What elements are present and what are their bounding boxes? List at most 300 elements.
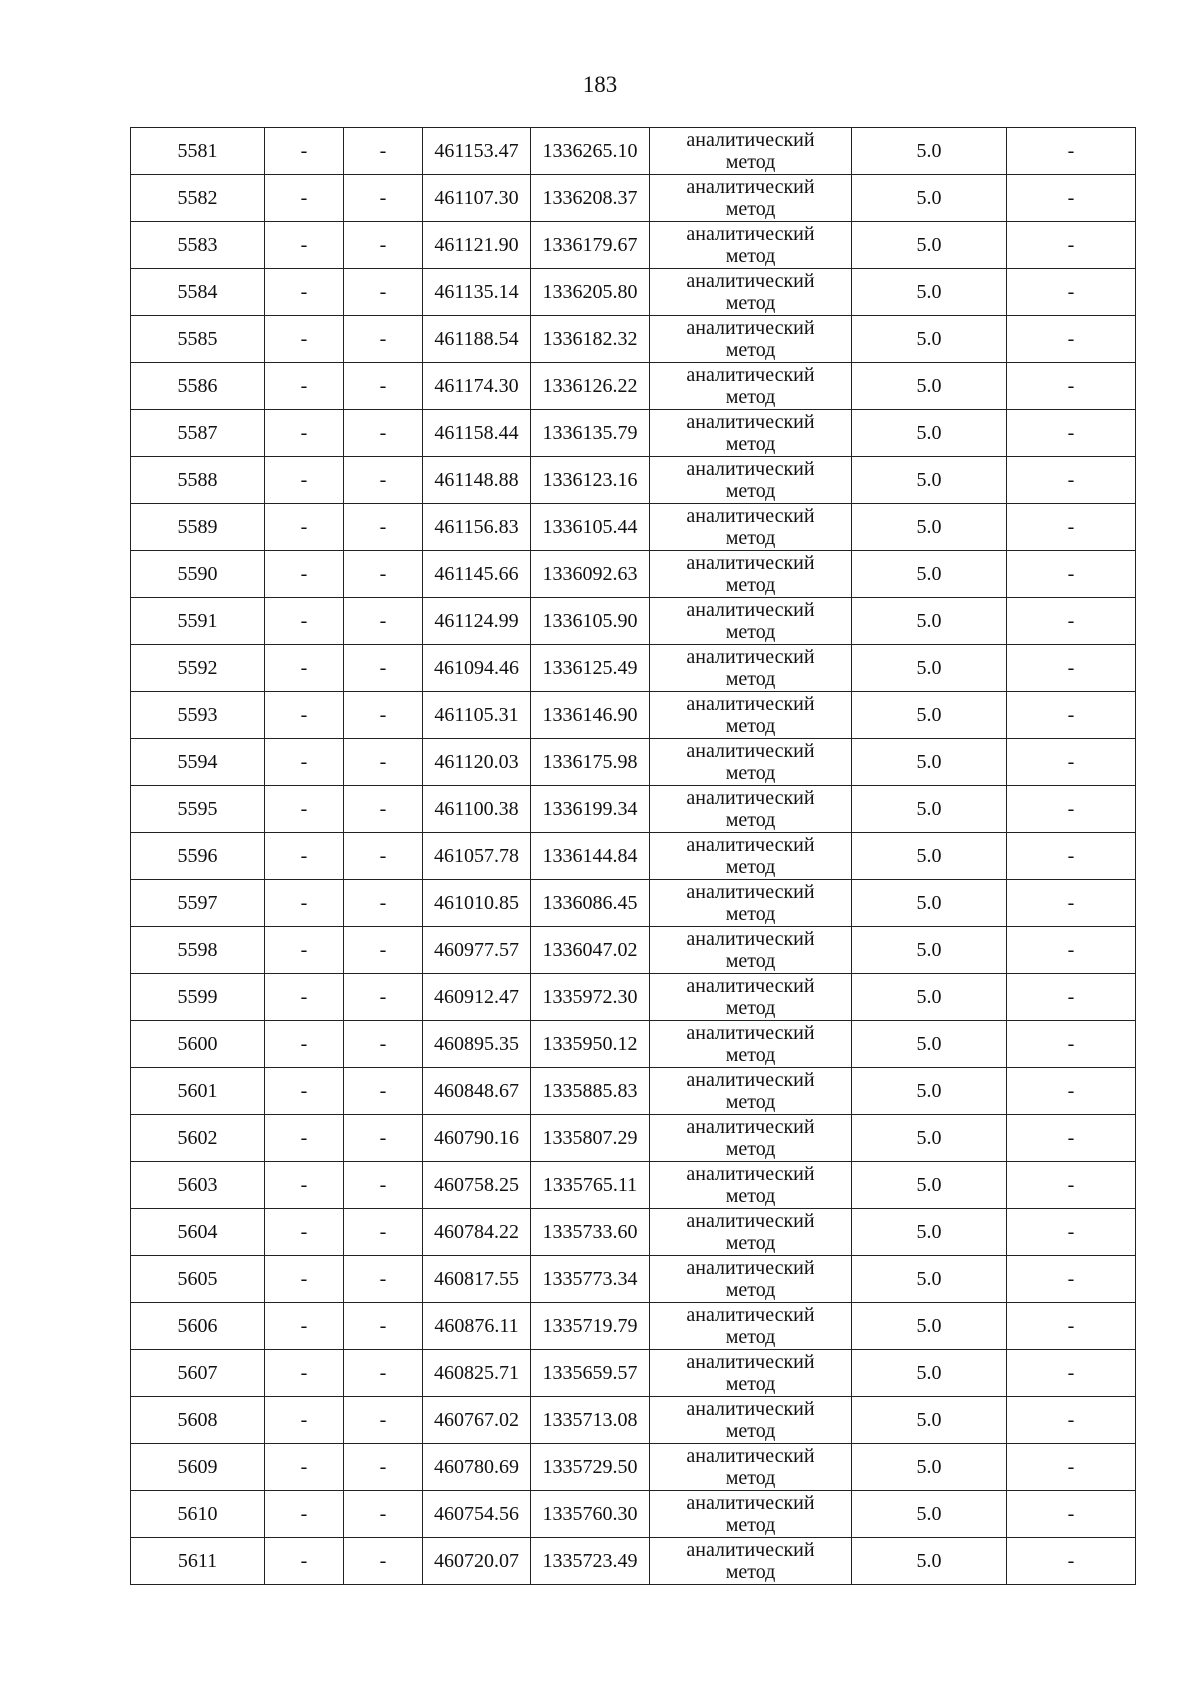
empty-value-cell: - xyxy=(265,1397,344,1444)
method-cell xyxy=(650,1256,852,1303)
method-cell xyxy=(650,1350,852,1397)
empty-value-cell: - xyxy=(1007,739,1136,786)
method-line-2: метод xyxy=(725,715,776,737)
accuracy-cell: 5.0 xyxy=(852,1491,1007,1538)
empty-value-cell: - xyxy=(344,1350,423,1397)
accuracy-cell: 5.0 xyxy=(852,927,1007,974)
y-coordinate-cell: 1335972.30 xyxy=(531,974,650,1021)
empty-value-cell: - xyxy=(265,1068,344,1115)
empty-value-cell: - xyxy=(1007,269,1136,316)
table-row xyxy=(131,598,1136,645)
empty-value-cell: - xyxy=(265,786,344,833)
table-row xyxy=(131,410,1136,457)
accuracy-cell: 5.0 xyxy=(852,786,1007,833)
point-number-cell: 5587 xyxy=(131,410,265,457)
y-coordinate-cell: 1336146.90 xyxy=(531,692,650,739)
table-body xyxy=(131,128,1136,1585)
x-coordinate-cell: 460754.56 xyxy=(423,1491,531,1538)
point-number-cell: 5598 xyxy=(131,927,265,974)
accuracy-cell: 5.0 xyxy=(852,1162,1007,1209)
method-line-1: аналитический xyxy=(686,1539,815,1561)
table-row xyxy=(131,1115,1136,1162)
point-number-cell: 5581 xyxy=(131,128,265,175)
point-number-cell: 5599 xyxy=(131,974,265,1021)
empty-value-cell: - xyxy=(265,1162,344,1209)
table-row xyxy=(131,1538,1136,1585)
accuracy-cell: 5.0 xyxy=(852,222,1007,269)
accuracy-cell: 5.0 xyxy=(852,504,1007,551)
empty-value-cell: - xyxy=(1007,457,1136,504)
table-row xyxy=(131,927,1136,974)
method-line-2: метод xyxy=(725,1561,776,1583)
table-row xyxy=(131,551,1136,598)
method-cell xyxy=(650,974,852,1021)
table-row xyxy=(131,222,1136,269)
method-line-2: метод xyxy=(725,433,776,455)
empty-value-cell: - xyxy=(1007,598,1136,645)
method-line-1: аналитический xyxy=(686,1351,815,1373)
empty-value-cell: - xyxy=(265,222,344,269)
table-row xyxy=(131,1397,1136,1444)
empty-value-cell: - xyxy=(344,1303,423,1350)
method-cell xyxy=(650,692,852,739)
y-coordinate-cell: 1336086.45 xyxy=(531,880,650,927)
point-number-cell: 5606 xyxy=(131,1303,265,1350)
accuracy-cell: 5.0 xyxy=(852,363,1007,410)
empty-value-cell: - xyxy=(344,692,423,739)
table-row xyxy=(131,1021,1136,1068)
table-row xyxy=(131,363,1136,410)
point-number-cell: 5593 xyxy=(131,692,265,739)
empty-value-cell: - xyxy=(265,739,344,786)
x-coordinate-cell: 461105.31 xyxy=(423,692,531,739)
table-row xyxy=(131,457,1136,504)
y-coordinate-cell: 1336105.44 xyxy=(531,504,650,551)
empty-value-cell: - xyxy=(344,1491,423,1538)
accuracy-cell: 5.0 xyxy=(852,1444,1007,1491)
table-row xyxy=(131,504,1136,551)
method-cell xyxy=(650,598,852,645)
method-line-1: аналитический xyxy=(686,1163,815,1185)
table-row xyxy=(131,1350,1136,1397)
method-line-2: метод xyxy=(725,245,776,267)
table-row xyxy=(131,739,1136,786)
method-cell xyxy=(650,1444,852,1491)
point-number-cell: 5605 xyxy=(131,1256,265,1303)
method-line-2: метод xyxy=(725,1044,776,1066)
empty-value-cell: - xyxy=(344,1397,423,1444)
method-line-2: метод xyxy=(725,762,776,784)
y-coordinate-cell: 1335760.30 xyxy=(531,1491,650,1538)
empty-value-cell: - xyxy=(344,1209,423,1256)
method-cell xyxy=(650,363,852,410)
accuracy-cell: 5.0 xyxy=(852,1021,1007,1068)
accuracy-cell: 5.0 xyxy=(852,974,1007,1021)
method-line-2: метод xyxy=(725,950,776,972)
accuracy-cell: 5.0 xyxy=(852,128,1007,175)
empty-value-cell: - xyxy=(265,410,344,457)
y-coordinate-cell: 1335719.79 xyxy=(531,1303,650,1350)
empty-value-cell: - xyxy=(1007,1350,1136,1397)
y-coordinate-cell: 1335723.49 xyxy=(531,1538,650,1585)
empty-value-cell: - xyxy=(344,645,423,692)
method-line-2: метод xyxy=(725,1091,776,1113)
empty-value-cell: - xyxy=(1007,833,1136,880)
table-row xyxy=(131,175,1136,222)
empty-value-cell: - xyxy=(1007,1209,1136,1256)
x-coordinate-cell: 461121.90 xyxy=(423,222,531,269)
y-coordinate-cell: 1335659.57 xyxy=(531,1350,650,1397)
method-cell xyxy=(650,128,852,175)
method-cell xyxy=(650,833,852,880)
point-number-cell: 5590 xyxy=(131,551,265,598)
y-coordinate-cell: 1335950.12 xyxy=(531,1021,650,1068)
method-line-1: аналитический xyxy=(686,1445,815,1467)
empty-value-cell: - xyxy=(344,222,423,269)
empty-value-cell: - xyxy=(344,1444,423,1491)
x-coordinate-cell: 460790.16 xyxy=(423,1115,531,1162)
method-line-2: метод xyxy=(725,480,776,502)
accuracy-cell: 5.0 xyxy=(852,1397,1007,1444)
empty-value-cell: - xyxy=(344,175,423,222)
empty-value-cell: - xyxy=(1007,1162,1136,1209)
x-coordinate-cell: 460848.67 xyxy=(423,1068,531,1115)
x-coordinate-cell: 460912.47 xyxy=(423,974,531,1021)
point-number-cell: 5591 xyxy=(131,598,265,645)
point-number-cell: 5604 xyxy=(131,1209,265,1256)
x-coordinate-cell: 461153.47 xyxy=(423,128,531,175)
method-line-2: метод xyxy=(725,1514,776,1536)
method-line-1: аналитический xyxy=(686,1492,815,1514)
method-line-2: метод xyxy=(725,668,776,690)
accuracy-cell: 5.0 xyxy=(852,551,1007,598)
method-cell xyxy=(650,222,852,269)
x-coordinate-cell: 460817.55 xyxy=(423,1256,531,1303)
method-line-2: метод xyxy=(725,574,776,596)
method-cell xyxy=(650,880,852,927)
method-line-2: метод xyxy=(725,621,776,643)
method-line-1: аналитический xyxy=(686,411,815,433)
method-line-2: метод xyxy=(725,527,776,549)
method-line-1: аналитический xyxy=(686,599,815,621)
method-line-2: метод xyxy=(725,856,776,878)
point-number-cell: 5603 xyxy=(131,1162,265,1209)
point-number-cell: 5588 xyxy=(131,457,265,504)
point-number-cell: 5607 xyxy=(131,1350,265,1397)
y-coordinate-cell: 1336125.49 xyxy=(531,645,650,692)
empty-value-cell: - xyxy=(344,504,423,551)
empty-value-cell: - xyxy=(265,1350,344,1397)
empty-value-cell: - xyxy=(344,1538,423,1585)
empty-value-cell: - xyxy=(344,316,423,363)
table-row xyxy=(131,1491,1136,1538)
empty-value-cell: - xyxy=(265,1209,344,1256)
empty-value-cell: - xyxy=(1007,692,1136,739)
method-cell xyxy=(650,1068,852,1115)
x-coordinate-cell: 461120.03 xyxy=(423,739,531,786)
point-number-cell: 5611 xyxy=(131,1538,265,1585)
x-coordinate-cell: 461145.66 xyxy=(423,551,531,598)
point-number-cell: 5600 xyxy=(131,1021,265,1068)
y-coordinate-cell: 1335713.08 xyxy=(531,1397,650,1444)
accuracy-cell: 5.0 xyxy=(852,880,1007,927)
x-coordinate-cell: 461100.38 xyxy=(423,786,531,833)
accuracy-cell: 5.0 xyxy=(852,457,1007,504)
point-number-cell: 5582 xyxy=(131,175,265,222)
method-line-2: метод xyxy=(725,1185,776,1207)
point-number-cell: 5585 xyxy=(131,316,265,363)
point-number-cell: 5584 xyxy=(131,269,265,316)
empty-value-cell: - xyxy=(265,1303,344,1350)
method-line-2: метод xyxy=(725,1420,776,1442)
empty-value-cell: - xyxy=(1007,504,1136,551)
empty-value-cell: - xyxy=(1007,1444,1136,1491)
method-cell xyxy=(650,1021,852,1068)
accuracy-cell: 5.0 xyxy=(852,1350,1007,1397)
method-cell xyxy=(650,1397,852,1444)
point-number-cell: 5594 xyxy=(131,739,265,786)
y-coordinate-cell: 1336123.16 xyxy=(531,457,650,504)
method-line-2: метод xyxy=(725,339,776,361)
empty-value-cell: - xyxy=(344,739,423,786)
method-line-2: метод xyxy=(725,903,776,925)
method-line-2: метод xyxy=(725,1138,776,1160)
point-number-cell: 5610 xyxy=(131,1491,265,1538)
empty-value-cell: - xyxy=(1007,316,1136,363)
empty-value-cell: - xyxy=(265,1115,344,1162)
empty-value-cell: - xyxy=(1007,1491,1136,1538)
method-line-2: метод xyxy=(725,198,776,220)
method-line-1: аналитический xyxy=(686,552,815,574)
empty-value-cell: - xyxy=(265,269,344,316)
method-line-1: аналитический xyxy=(686,1210,815,1232)
empty-value-cell: - xyxy=(1007,880,1136,927)
page-number: 183 xyxy=(582,72,618,97)
empty-value-cell: - xyxy=(265,927,344,974)
empty-value-cell: - xyxy=(344,1115,423,1162)
empty-value-cell: - xyxy=(344,1162,423,1209)
method-line-1: аналитический xyxy=(686,176,815,198)
table-row xyxy=(131,1444,1136,1491)
y-coordinate-cell: 1336135.79 xyxy=(531,410,650,457)
empty-value-cell: - xyxy=(1007,1115,1136,1162)
empty-value-cell: - xyxy=(265,598,344,645)
empty-value-cell: - xyxy=(265,1538,344,1585)
point-number-cell: 5586 xyxy=(131,363,265,410)
x-coordinate-cell: 460784.22 xyxy=(423,1209,531,1256)
method-line-2: метод xyxy=(725,1279,776,1301)
table-row xyxy=(131,786,1136,833)
x-coordinate-cell: 461135.14 xyxy=(423,269,531,316)
method-cell xyxy=(650,410,852,457)
x-coordinate-cell: 460876.11 xyxy=(423,1303,531,1350)
empty-value-cell: - xyxy=(265,363,344,410)
empty-value-cell: - xyxy=(1007,128,1136,175)
x-coordinate-cell: 460720.07 xyxy=(423,1538,531,1585)
method-cell xyxy=(650,504,852,551)
table-row xyxy=(131,1162,1136,1209)
x-coordinate-cell: 461107.30 xyxy=(423,175,531,222)
y-coordinate-cell: 1336105.90 xyxy=(531,598,650,645)
accuracy-cell: 5.0 xyxy=(852,1115,1007,1162)
empty-value-cell: - xyxy=(1007,1068,1136,1115)
method-cell xyxy=(650,269,852,316)
empty-value-cell: - xyxy=(265,833,344,880)
x-coordinate-cell: 460825.71 xyxy=(423,1350,531,1397)
y-coordinate-cell: 1336199.34 xyxy=(531,786,650,833)
empty-value-cell: - xyxy=(265,175,344,222)
point-number-cell: 5589 xyxy=(131,504,265,551)
empty-value-cell: - xyxy=(265,504,344,551)
empty-value-cell: - xyxy=(344,410,423,457)
empty-value-cell: - xyxy=(344,128,423,175)
empty-value-cell: - xyxy=(265,880,344,927)
empty-value-cell: - xyxy=(1007,1021,1136,1068)
y-coordinate-cell: 1336092.63 xyxy=(531,551,650,598)
x-coordinate-cell: 461158.44 xyxy=(423,410,531,457)
method-cell xyxy=(650,1162,852,1209)
accuracy-cell: 5.0 xyxy=(852,833,1007,880)
method-line-1: аналитический xyxy=(686,1022,815,1044)
method-line-1: аналитический xyxy=(686,975,815,997)
method-line-1: аналитический xyxy=(686,1304,815,1326)
table-row xyxy=(131,1209,1136,1256)
accuracy-cell: 5.0 xyxy=(852,175,1007,222)
empty-value-cell: - xyxy=(344,833,423,880)
y-coordinate-cell: 1335773.34 xyxy=(531,1256,650,1303)
point-number-cell: 5597 xyxy=(131,880,265,927)
empty-value-cell: - xyxy=(1007,551,1136,598)
table-row xyxy=(131,974,1136,1021)
method-line-2: метод xyxy=(725,809,776,831)
empty-value-cell: - xyxy=(344,457,423,504)
method-line-1: аналитический xyxy=(686,881,815,903)
empty-value-cell: - xyxy=(265,457,344,504)
x-coordinate-cell: 460895.35 xyxy=(423,1021,531,1068)
empty-value-cell: - xyxy=(344,1068,423,1115)
method-cell xyxy=(650,739,852,786)
x-coordinate-cell: 461094.46 xyxy=(423,645,531,692)
x-coordinate-cell: 461156.83 xyxy=(423,504,531,551)
y-coordinate-cell: 1336047.02 xyxy=(531,927,650,974)
method-cell xyxy=(650,175,852,222)
method-line-2: метод xyxy=(725,1232,776,1254)
accuracy-cell: 5.0 xyxy=(852,1256,1007,1303)
y-coordinate-cell: 1336126.22 xyxy=(531,363,650,410)
accuracy-cell: 5.0 xyxy=(852,739,1007,786)
x-coordinate-cell: 461148.88 xyxy=(423,457,531,504)
method-line-2: метод xyxy=(725,386,776,408)
method-line-1: аналитический xyxy=(686,1257,815,1279)
y-coordinate-cell: 1336175.98 xyxy=(531,739,650,786)
point-number-cell: 5583 xyxy=(131,222,265,269)
method-cell xyxy=(650,551,852,598)
empty-value-cell: - xyxy=(1007,410,1136,457)
method-line-1: аналитический xyxy=(686,787,815,809)
empty-value-cell: - xyxy=(265,692,344,739)
method-cell xyxy=(650,927,852,974)
empty-value-cell: - xyxy=(344,1021,423,1068)
method-line-2: метод xyxy=(725,1326,776,1348)
method-line-2: метод xyxy=(725,151,776,173)
table-row xyxy=(131,1068,1136,1115)
method-line-2: метод xyxy=(725,997,776,1019)
x-coordinate-cell: 460767.02 xyxy=(423,1397,531,1444)
method-cell xyxy=(650,457,852,504)
table-row xyxy=(131,316,1136,363)
table-row xyxy=(131,880,1136,927)
empty-value-cell: - xyxy=(265,551,344,598)
method-cell xyxy=(650,786,852,833)
y-coordinate-cell: 1336179.67 xyxy=(531,222,650,269)
method-line-1: аналитический xyxy=(686,693,815,715)
y-coordinate-cell: 1336205.80 xyxy=(531,269,650,316)
table-row xyxy=(131,128,1136,175)
empty-value-cell: - xyxy=(344,1256,423,1303)
table-row xyxy=(131,692,1136,739)
method-line-2: метод xyxy=(725,1467,776,1489)
point-number-cell: 5596 xyxy=(131,833,265,880)
method-line-1: аналитический xyxy=(686,129,815,151)
method-line-1: аналитический xyxy=(686,505,815,527)
empty-value-cell: - xyxy=(265,645,344,692)
method-cell xyxy=(650,1491,852,1538)
y-coordinate-cell: 1335729.50 xyxy=(531,1444,650,1491)
x-coordinate-cell: 460977.57 xyxy=(423,927,531,974)
point-number-cell: 5609 xyxy=(131,1444,265,1491)
empty-value-cell: - xyxy=(344,598,423,645)
method-line-1: аналитический xyxy=(686,364,815,386)
method-line-1: аналитический xyxy=(686,1398,815,1420)
y-coordinate-cell: 1335885.83 xyxy=(531,1068,650,1115)
empty-value-cell: - xyxy=(265,1021,344,1068)
empty-value-cell: - xyxy=(1007,927,1136,974)
empty-value-cell: - xyxy=(265,1444,344,1491)
point-number-cell: 5601 xyxy=(131,1068,265,1115)
y-coordinate-cell: 1335807.29 xyxy=(531,1115,650,1162)
accuracy-cell: 5.0 xyxy=(852,1538,1007,1585)
method-line-1: аналитический xyxy=(686,834,815,856)
y-coordinate-cell: 1336182.32 xyxy=(531,316,650,363)
method-line-2: метод xyxy=(725,1373,776,1395)
empty-value-cell: - xyxy=(1007,645,1136,692)
empty-value-cell: - xyxy=(1007,1303,1136,1350)
x-coordinate-cell: 460758.25 xyxy=(423,1162,531,1209)
x-coordinate-cell: 461188.54 xyxy=(423,316,531,363)
empty-value-cell: - xyxy=(1007,974,1136,1021)
x-coordinate-cell: 460780.69 xyxy=(423,1444,531,1491)
method-line-2: метод xyxy=(725,292,776,314)
accuracy-cell: 5.0 xyxy=(852,1068,1007,1115)
accuracy-cell: 5.0 xyxy=(852,316,1007,363)
y-coordinate-cell: 1336265.10 xyxy=(531,128,650,175)
method-line-1: аналитический xyxy=(686,317,815,339)
method-line-1: аналитический xyxy=(686,1069,815,1091)
empty-value-cell: - xyxy=(265,1256,344,1303)
method-line-1: аналитический xyxy=(686,223,815,245)
point-number-cell: 5608 xyxy=(131,1397,265,1444)
empty-value-cell: - xyxy=(344,974,423,1021)
empty-value-cell: - xyxy=(265,1491,344,1538)
empty-value-cell: - xyxy=(1007,786,1136,833)
table-row xyxy=(131,1303,1136,1350)
method-line-1: аналитический xyxy=(686,928,815,950)
x-coordinate-cell: 461010.85 xyxy=(423,880,531,927)
x-coordinate-cell: 461174.30 xyxy=(423,363,531,410)
x-coordinate-cell: 461124.99 xyxy=(423,598,531,645)
empty-value-cell: - xyxy=(1007,363,1136,410)
y-coordinate-cell: 1335733.60 xyxy=(531,1209,650,1256)
